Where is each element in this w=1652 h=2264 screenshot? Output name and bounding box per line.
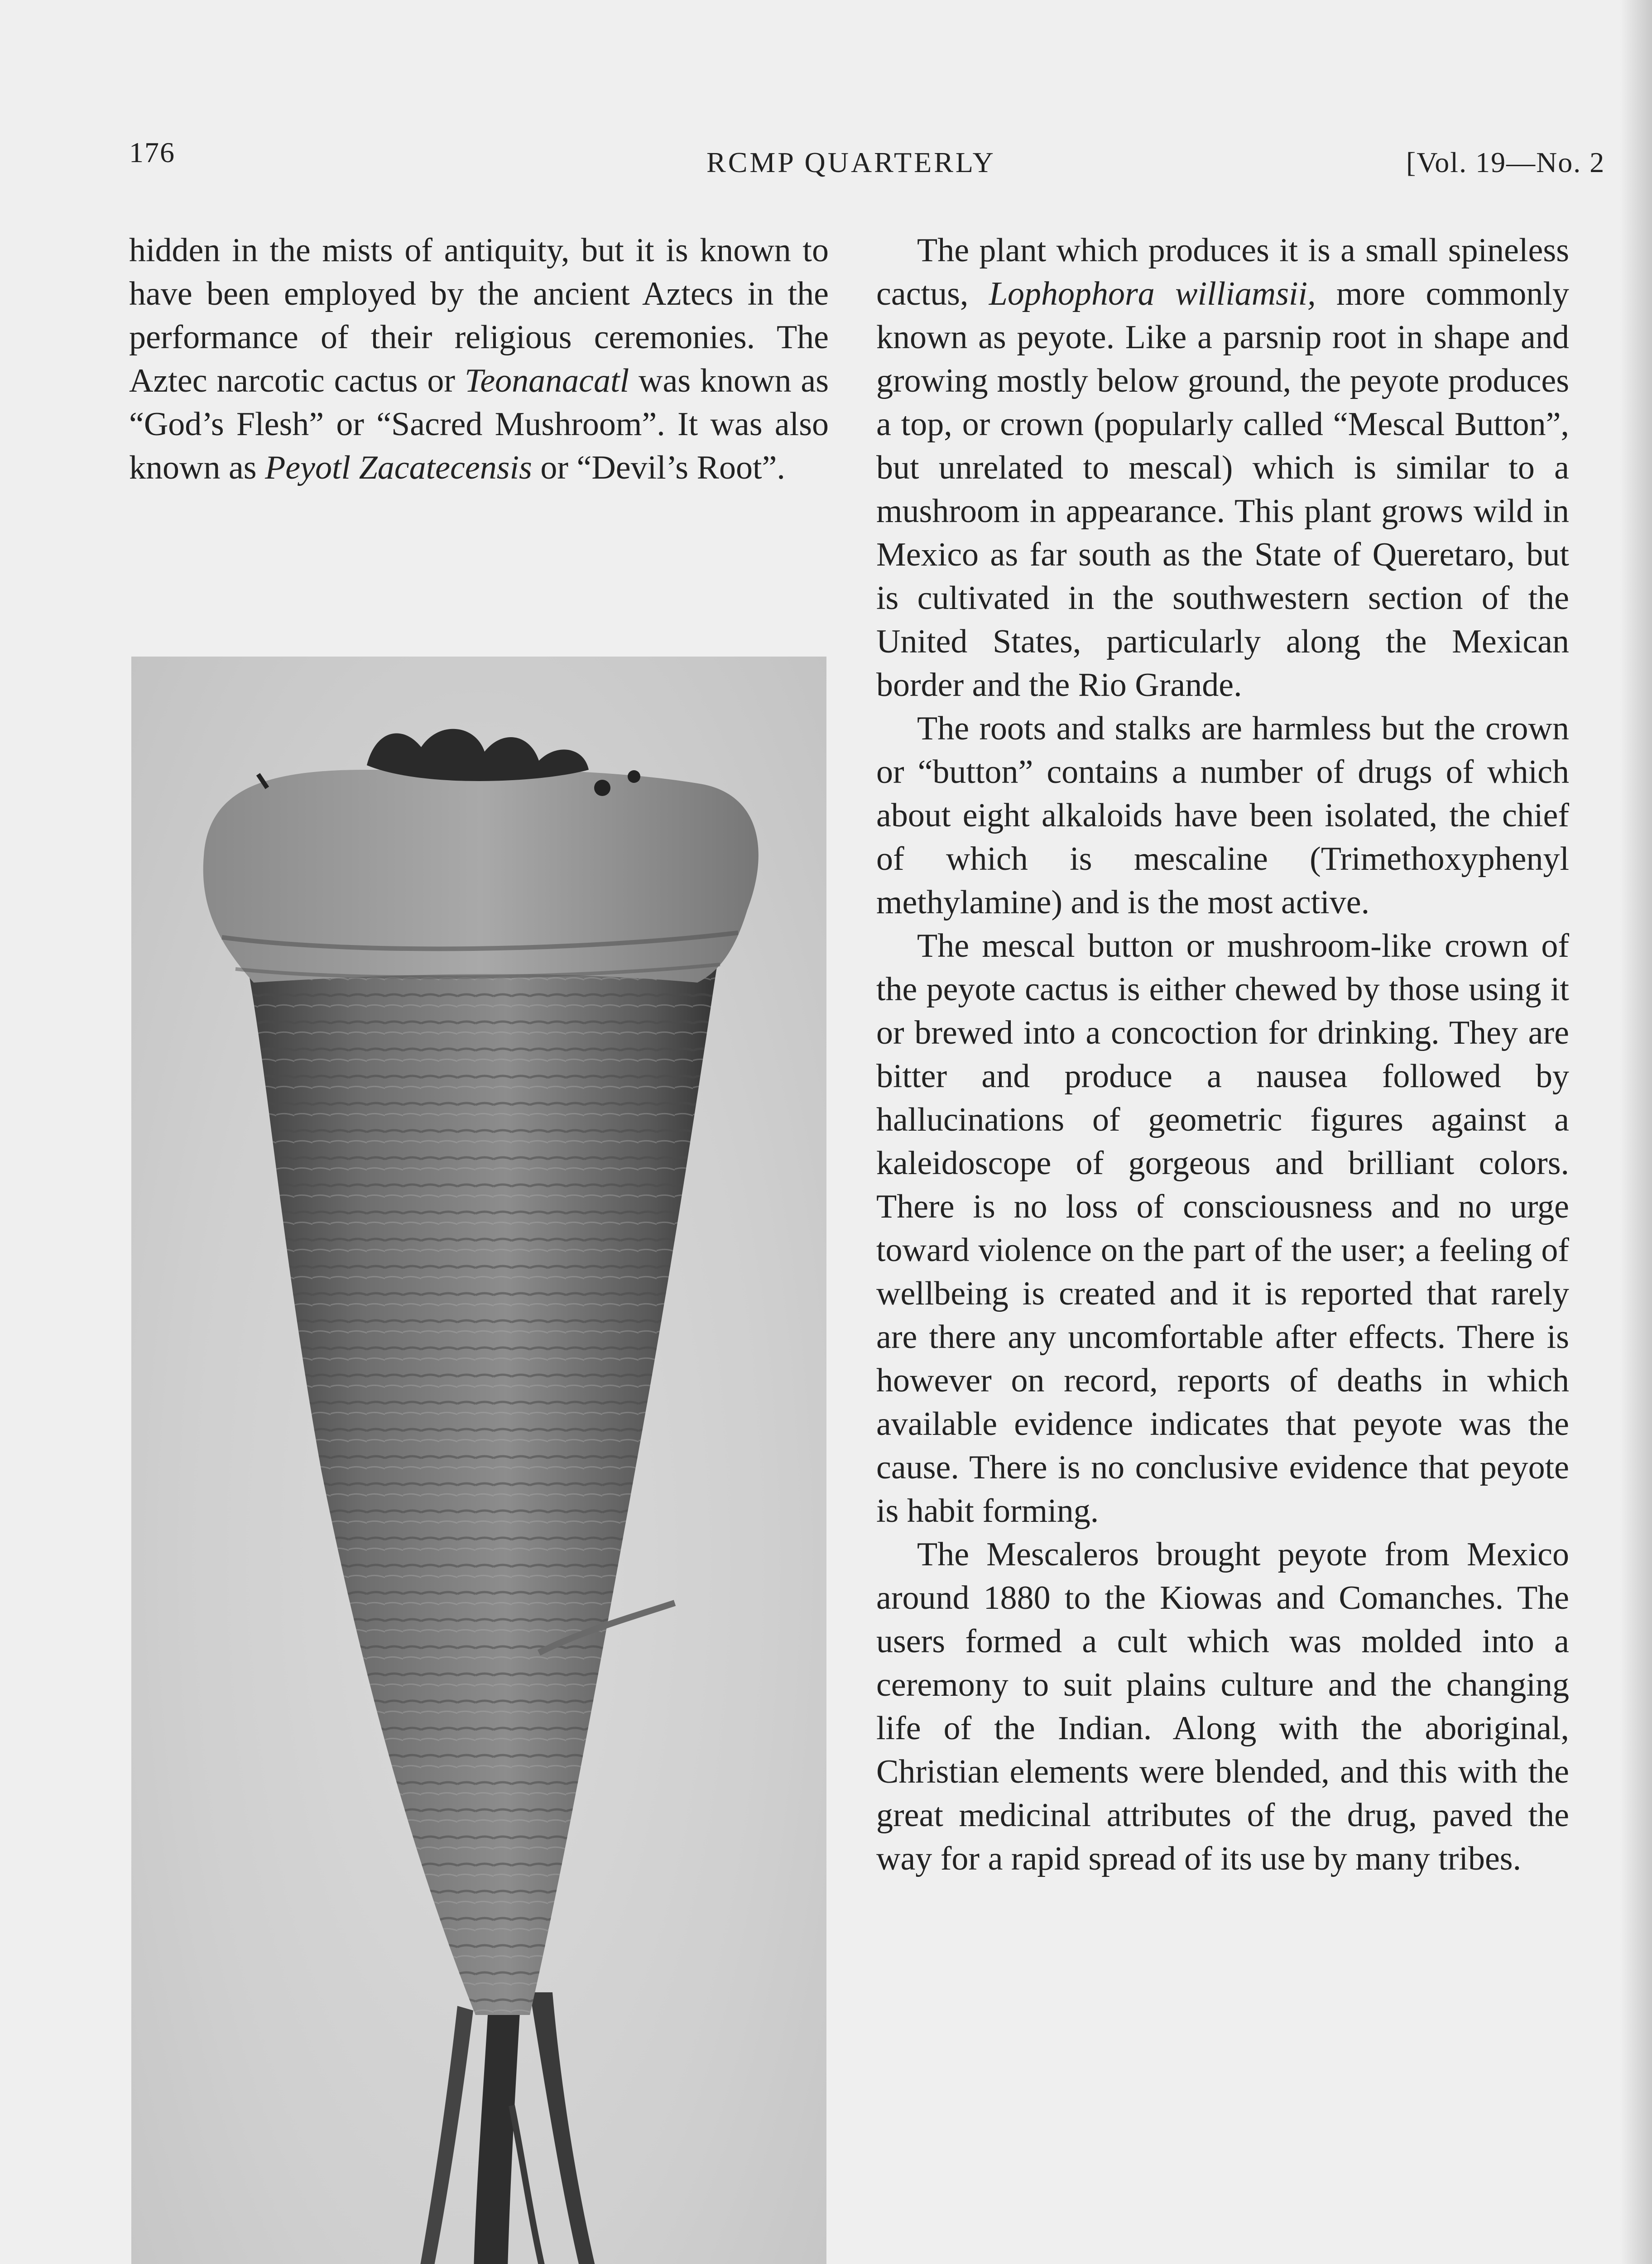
page-header <box>0 136 1652 186</box>
volume-issue: [Vol. 19—No. 2 <box>1406 146 1605 178</box>
right-paragraph-4: The Mescaleros brought peyote from Mexico around 1880 to the Kiowas and Comanches. The users formed a cult which was molded into a ceremony to suit plains culture and the changing life of the Indian. Along with the aboriginal, Christian elements were blended, and this with the great medicinal attributes of the drug, paved the way for a rapid spread of its use by many tribes. <box>876 1536 1569 1877</box>
page-edge-shadow <box>1620 0 1652 2264</box>
running-head: RCMP QUARTERLY <box>706 146 996 178</box>
right-paragraph-2: The roots and stalks are harmless but the crown or “button” contains a number of drugs of which about eight alkaloids have been isolated, the chief of which is mescaline (Trimethoxyphenyl methylamine) and is the most active. <box>876 710 1569 921</box>
right-column-text <box>876 229 1569 1880</box>
peyote-root-photo <box>131 657 826 2264</box>
left-column-text <box>129 229 829 489</box>
right-paragraph-1: The plant which produces it is a small spineless cactus, Lophophora williamsii, more commonly known as peyote. Like a parsnip root in shape and growing mostly below ground, the peyote produces a top, or crown (popularly called “Mescal Button”, but unrelated to mescal) which is similar to a mushroom in appearance. This plant grows wild in Mexico as far south as the State of Queretaro, but is cultivated in the southwestern section of the United States, particularly along the Mexican border and the Rio Grande. <box>876 232 1569 704</box>
left-paragraph: hidden in the mists of antiquity, but it is known to have been employed by the ancient Aztecs in the performance of their religious ceremonies. The Aztec narcotic cactus or Teonanacatl was known as “God’s Flesh” or “Sacred Mushroom”. It was also known as Peyotl Zacatecensis or “Devil’s Root”. <box>129 232 829 486</box>
right-paragraph-3: The mescal button or mushroom-like crown of the peyote cactus is either chewed by those using it or brewed into a concoction for drinking. They are bitter and produce a nausea followed by hallucinations of geometric figures against a kaleidoscope of gorgeous and brilliant colors. There is no loss of consciousness and no urge toward violence on the part of the user; a feeling of wellbeing is created and it is reported that rarely are there any uncomfortable after effects. There is however on record, reports of deaths in which available evidence indicates that peyote was the cause. There is no conclusive evidence that peyote is habit forming. <box>876 927 1569 1530</box>
page-number: 176 <box>129 136 175 168</box>
